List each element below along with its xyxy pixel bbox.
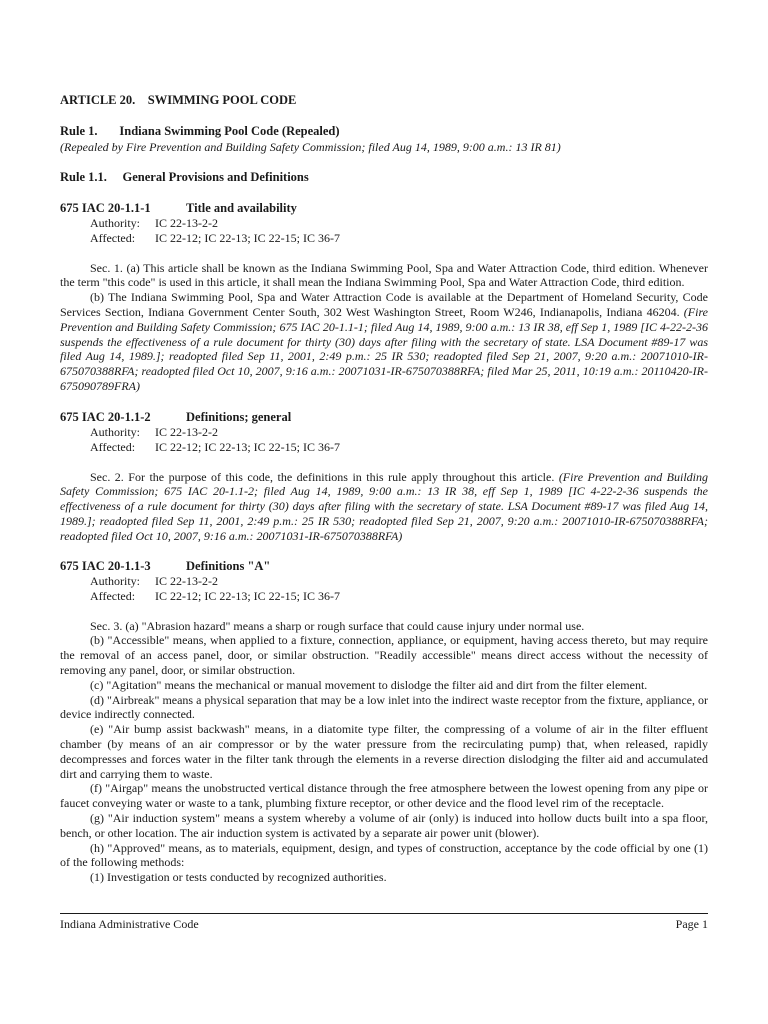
definition-paragraph: Sec. 3. (a) "Abrasion hazard" means a sharp or rough surface that could cause injury under normal use. [90, 618, 585, 633]
section-title: Definitions "A" [186, 559, 271, 573]
authority-value: IC 22-13-2-2 [155, 425, 218, 439]
footer-title: Indiana Administrative Code [60, 917, 199, 931]
paragraph-text: (b) The Indiana Swimming Pool, Spa and Water Attraction Code is available at the Department of Homeland Security, Code Services Section, Indiana Government Center South, 302 West Washington Street, Room W246, Indianapolis, Indiana 46204. [60, 290, 708, 319]
definition-paragraph: (b) "Accessible" means, when applied to a fixture, connection, appliance, or equipment, having access thereto, but may require the removal of an access panel, door, or similar obstruction. "Readily accessible" means direct access without the necessity of removing any panel, door, or similar obstruction. [60, 633, 708, 677]
definition-paragraph: (g) "Air induction system" means a system whereby a volume of air (only) is induced into hollow ducts built into a spa floor, bench, or other location. The air induction system is activated by a separate air power unit (blower). [60, 810, 708, 840]
affected-line [60, 589, 708, 604]
paragraph-text: Sec. 2. For the purpose of this code, the definitions in this rule apply throughout this article. [90, 469, 555, 484]
authority-line [60, 425, 708, 440]
section-paragraph [60, 470, 708, 544]
section-heading [60, 410, 708, 425]
authority-label: Authority: [90, 425, 140, 439]
footer-divider [60, 913, 708, 914]
affected-value: IC 22-12; IC 22-13; IC 22-15; IC 36-7 [155, 588, 340, 603]
section-heading [60, 559, 708, 574]
article-title: ARTICLE 20. SWIMMING POOL CODE [60, 93, 297, 107]
rule-1-heading: Rule 1. Indiana Swimming Pool Code (Repealed) [60, 124, 340, 138]
definition-paragraph: (e) "Air bump assist backwash" means, in a diatomite type filter, the compressing of a volume of air in the filter effluent chamber (by means of an air compressor or by the water pressure from the recirculating pump) that, when released, rapidly decompresses and forces water in the filter tank through the elements in a reverse direction dislodging the filter aid and accumulated dirt and carrying them to waste. [60, 722, 708, 781]
section-number: 675 IAC 20-1.1-1 [60, 201, 151, 215]
section-number: 675 IAC 20-1.1-3 [60, 559, 151, 573]
section-title: Title and availability [186, 201, 297, 215]
affected-value: IC 22-12; IC 22-13; IC 22-15; IC 36-7 [155, 230, 340, 245]
document-page [60, 0, 708, 1024]
authority-label: Authority: [90, 574, 140, 588]
authority-line [60, 574, 708, 589]
affected-value: IC 22-12; IC 22-13; IC 22-15; IC 36-7 [155, 439, 340, 454]
affected-label: Affected: [90, 230, 136, 245]
authority-label: Authority: [90, 216, 140, 230]
section-heading [60, 201, 708, 216]
authority-value: IC 22-13-2-2 [155, 574, 218, 588]
section-20-1-1-2 [60, 410, 708, 544]
affected-label: Affected: [90, 588, 136, 603]
definition-paragraph: (d) "Airbreak" means a physical separation that may be a low inlet into the indirect waste receptor from the fixture, appliance, or device indirectly connected. [60, 692, 708, 722]
rule-1-1-heading: Rule 1.1. General Provisions and Definitions [60, 170, 309, 184]
section-title: Definitions; general [186, 410, 292, 424]
history-note: (Fire Prevention and Building Safety Commission; 675 IAC 20-1.1-1; filed Aug 14, 1989, 9:00 a.m.: 13 IR 38, eff Sep 1, 1989 [IC 4-22-2-36 suspends the effectiveness of a rule document for thirty (30) days after filing with the secretary of state. LSA Document #89-17 was filed Aug 14, 1989.]; readopted filed Sep 11, 2001, 2:49 p.m.: 25 IR 530; readopted filed Sep 21, 2007, 9:20 a.m.: 20071010-IR-675070388RFA; readopted filed Oct 10, 2007, 9:16 a.m.: 20071031-IR-675070388RFA; filed Mar 25, 2011, 10:19 a.m.: 20110420-IR-675090789FRA) [60, 304, 709, 393]
definition-paragraph: (c) "Agitation" means the mechanical or manual movement to dislodge the filter aid and dirt from the filter element. [90, 677, 648, 692]
section-paragraph: Sec. 1. (a) This article shall be known as the Indiana Swimming Pool, Spa and Water Attraction Code, third edition. Whenever the term "this code" is used in this article, it shall mean the Indiana Swimming Pool, Spa and Water Attraction Code, third edition. [60, 260, 708, 290]
rule-1-1-block [60, 170, 708, 185]
affected-line [60, 231, 708, 246]
rule-1-repeal-note: (Repealed by Fire Prevention and Building Safety Commission; filed Aug 14, 1989, 9:00 a.m.: 13 IR 81) [60, 140, 561, 154]
affected-label: Affected: [90, 439, 136, 454]
affected-line [60, 440, 708, 455]
section-number: 675 IAC 20-1.1-2 [60, 410, 151, 424]
history-note: (Fire Prevention and Building Safety Commission; 675 IAC 20-1.1-2; filed Aug 14, 1989, 9:00 a.m.: 13 IR 38, eff Sep 1, 1989 [IC 4-22-2-36 suspends the effectiveness of a rule document for thirty (30) days after filing with the secretary of state. LSA Document #89-17 was filed Aug 14, 1989.]; readopted filed Sep 11, 2001, 2:49 p.m.: 25 IR 530; readopted filed Sep 21, 2007, 9:20 a.m.: 20071010-IR-675070388RFA; readopted filed Oct 10, 2007, 9:16 a.m.: 20071031-IR-675070388RFA) [60, 469, 709, 543]
authority-value: IC 22-13-2-2 [155, 216, 218, 230]
section-paragraph [60, 290, 708, 394]
definition-paragraph: (f) "Airgap" means the unobstructed vertical distance through the free atmosphere between the lowest opening from any pipe or faucet conveying water or waste to a tank, plumbing fixture receptor, or other device and the flood level rim of the receptacle. [60, 781, 708, 811]
definition-paragraph: (1) Investigation or tests conducted by recognized authorities. [90, 870, 387, 885]
section-20-1-1-1 [60, 201, 708, 394]
section-20-1-1-3 [60, 559, 708, 885]
page-number: Page 1 [675, 917, 708, 931]
definition-paragraph: (h) "Approved" means, as to materials, equipment, design, and types of construction, acceptance by the code official by one (1) of the following methods: [60, 840, 708, 870]
authority-line [60, 216, 708, 231]
rule-1-block [60, 124, 708, 155]
